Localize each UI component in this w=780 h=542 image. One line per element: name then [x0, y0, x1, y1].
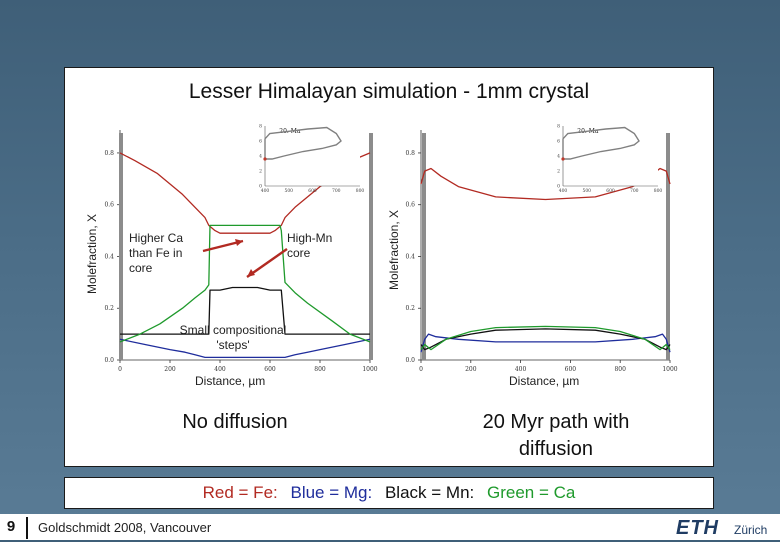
y-tick-label: 0.6 — [405, 201, 415, 209]
inset-marker — [561, 157, 564, 160]
inset-x-tick-label: 400 — [558, 189, 568, 194]
y-tick-label: 0.0 — [104, 357, 114, 364]
y-tick-label: 0.4 — [104, 253, 114, 261]
inset-y-tick-label: 6 — [557, 139, 560, 145]
legend-mn: Black = Mn: — [384, 483, 475, 502]
y-tick-label: 0.6 — [104, 201, 114, 209]
inset-y-tick-label: 6 — [259, 139, 262, 145]
inset-y-tick-label: 0 — [557, 184, 560, 190]
y-tick-label: 0.8 — [405, 149, 415, 157]
y-tick-label: 0.2 — [104, 305, 114, 313]
xlabel-right: Distance, µm — [509, 374, 580, 388]
slide-number: 9 — [6, 518, 16, 535]
y-tick-label: 0.8 — [104, 149, 114, 157]
inset-title: 20. Ma — [279, 128, 301, 135]
legend-fe: Red = Fe: — [202, 483, 278, 502]
x-tick-label: 800 — [614, 366, 626, 373]
inset-y-tick-label: 2 — [259, 169, 262, 175]
x-tick-label: 1000 — [662, 366, 678, 373]
inset-y-tick-label: 8 — [557, 124, 560, 130]
inset-y-tick-label: 0 — [259, 184, 262, 190]
figure-panel — [64, 67, 714, 467]
inset-x-tick-label: 700 — [629, 189, 639, 194]
inset-x-tick-label: 600 — [606, 189, 615, 194]
eth-logo-subtitle: Zürich — [734, 523, 768, 537]
annotation-small-steps: Small compositional 'steps' — [179, 323, 287, 352]
ylabel-right: Molefraction, X — [387, 209, 401, 290]
inset-title: 20. Ma — [577, 128, 599, 135]
caption-with-diffusion: 20 Myr path with diffusion — [482, 411, 630, 460]
x-tick-label: 600 — [264, 366, 276, 373]
footer-bar — [0, 514, 780, 540]
inset-x-tick-label: 700 — [331, 189, 341, 194]
legend-ca: Green = Ca — [487, 483, 576, 502]
color-legend — [64, 477, 714, 509]
inset-x-tick-label: 500 — [284, 189, 294, 194]
x-tick-label: 200 — [164, 366, 176, 373]
x-tick-label: 400 — [214, 366, 226, 373]
y-tick-label: 0.2 — [405, 305, 415, 313]
x-tick-label: 600 — [564, 366, 577, 373]
caption-no-diffusion: No diffusion — [182, 411, 288, 433]
inset-y-tick-label: 4 — [259, 154, 262, 160]
x-tick-label: 800 — [314, 366, 326, 373]
xlabel-left: Distance, µm — [195, 374, 266, 388]
y-tick-label: 0.4 — [405, 253, 415, 261]
inset-x-tick-label: 800 — [653, 189, 663, 194]
inset-x-tick-label: 400 — [260, 189, 270, 194]
footer-divider — [26, 517, 28, 539]
rim-bar-left — [422, 133, 426, 360]
y-tick-label: 0.0 — [405, 357, 415, 364]
ca-line — [421, 326, 670, 349]
footer-text: Goldschmidt 2008, Vancouver — [38, 520, 212, 535]
x-tick-label: 200 — [465, 366, 477, 373]
x-tick-label: 0 — [419, 366, 423, 373]
annotation-high-mn: High-Mn core — [287, 231, 333, 260]
x-tick-label: 0 — [118, 366, 122, 373]
eth-logo: ETH — [676, 517, 719, 539]
ylabel-left: Molefraction, X — [85, 213, 99, 294]
annotation-higher-ca: Higher Ca than Fe in core — [129, 231, 184, 275]
inset-background — [563, 126, 658, 186]
inset-x-tick-label: 500 — [582, 189, 592, 194]
inset-x-tick-label: 600 — [308, 189, 317, 194]
slide-title: Lesser Himalayan simulation - 1mm crystal — [188, 80, 590, 103]
inset-y-tick-label: 2 — [557, 169, 560, 175]
inset-x-tick-label: 800 — [355, 189, 365, 194]
x-tick-label: 1000 — [362, 366, 378, 373]
rim-bar-right — [666, 133, 670, 360]
x-tick-label: 400 — [514, 366, 527, 373]
inset-y-tick-label: 8 — [259, 124, 262, 130]
legend-mg: Blue = Mg: — [290, 483, 373, 502]
inset-y-tick-label: 4 — [557, 154, 560, 160]
